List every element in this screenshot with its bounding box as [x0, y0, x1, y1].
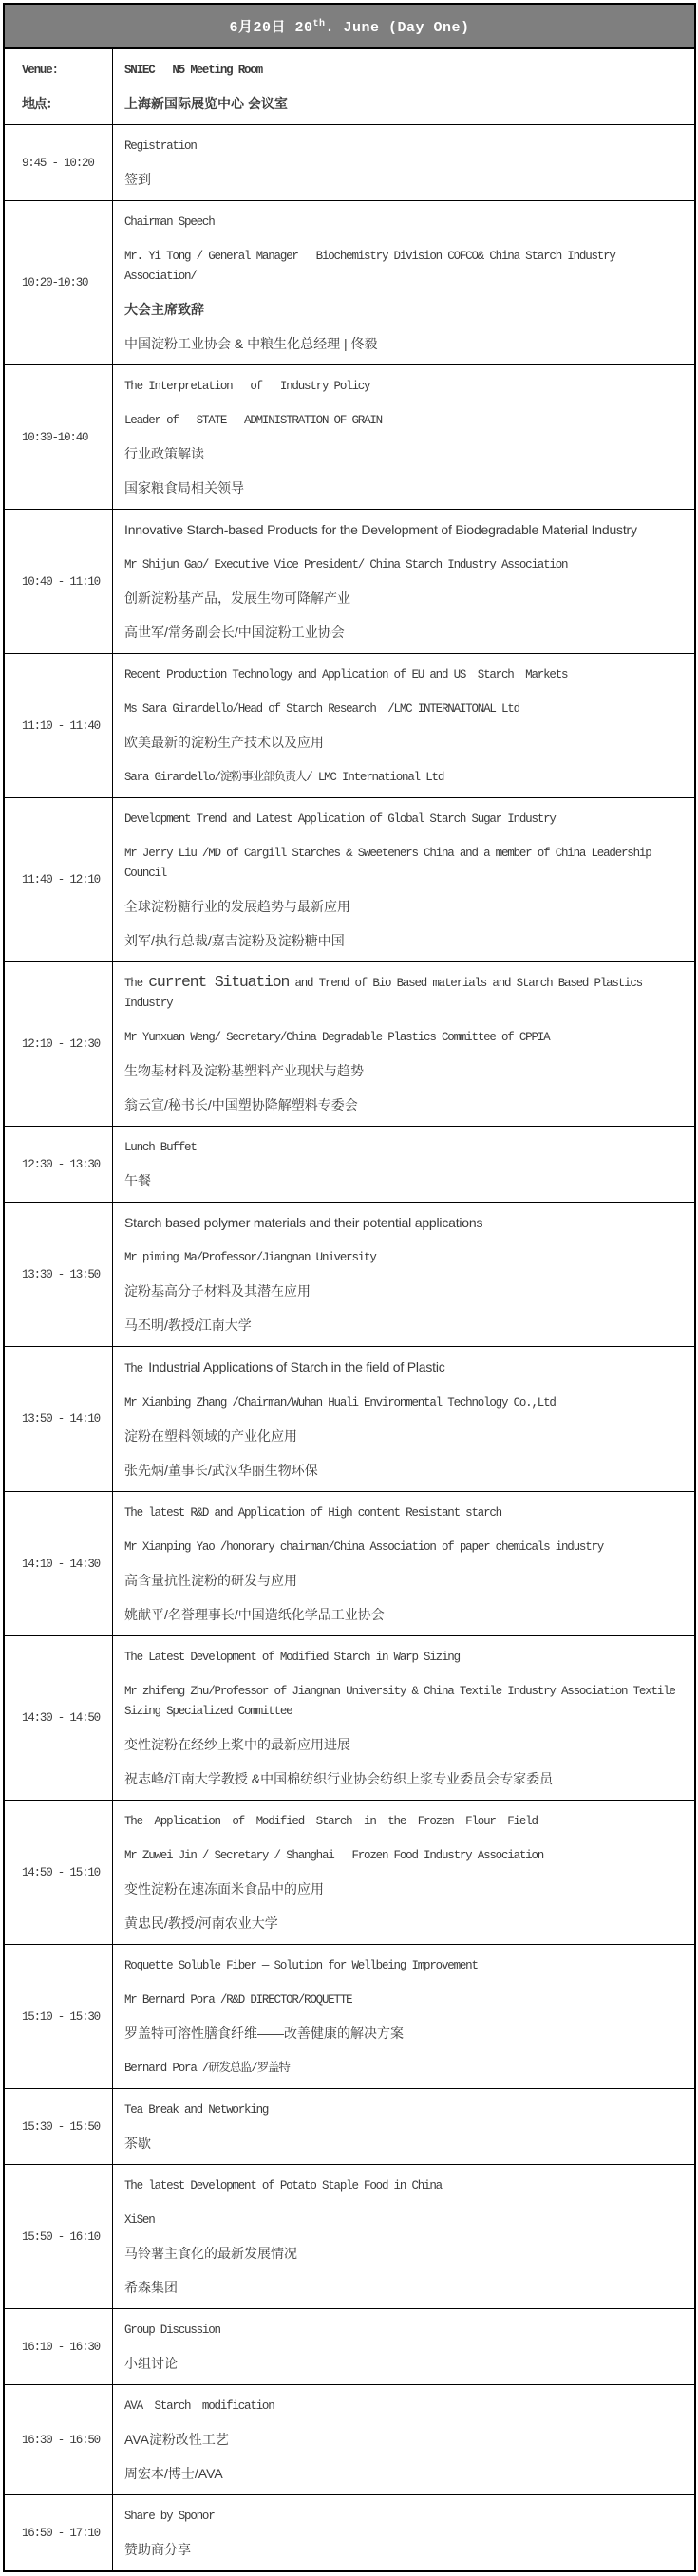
- text-segment: The Application of Modified Starch in the Frozen Flour Field: [124, 1815, 538, 1828]
- text-segment: 变性淀粉在经纱上浆中的最新应用进展: [124, 1737, 350, 1752]
- text-segment: Innovative Starch-based Products for the Development of Biodegradable Material Industry: [124, 522, 637, 537]
- time-cell: [5, 1347, 113, 1491]
- session-line: [124, 2464, 685, 2484]
- text-segment: Tea Break and Networking: [124, 2103, 269, 2117]
- session-cell: [113, 654, 694, 797]
- session-cell: [113, 1127, 694, 1202]
- text-segment: The latest Development of Potato Staple Food in China: [124, 2179, 442, 2193]
- session-line: [124, 2024, 685, 2044]
- session-line: [124, 246, 685, 286]
- text-segment: Mr Shijun Gao/ Executive Vice President/ China Starch Industry Association: [124, 558, 568, 571]
- text-segment: Chairman Speech: [124, 215, 215, 229]
- text-segment: 赞助商分享: [124, 2542, 191, 2557]
- session-cell: [113, 2495, 694, 2570]
- session-line: [124, 2244, 685, 2264]
- time-label: 13:50 - 14:10: [22, 1412, 100, 1426]
- venue-label-en: [22, 61, 58, 80]
- time-cell: [5, 365, 113, 509]
- session-line: [124, 410, 685, 430]
- session-line: [124, 1955, 685, 1975]
- text-segment: 周宏本/博士/AVA: [124, 2466, 223, 2481]
- time-cell: [5, 2309, 113, 2384]
- time-label: 12:30 - 13:30: [22, 1157, 100, 1171]
- time-label: 11:10 - 11:40: [22, 719, 100, 733]
- text-segment: Mr Xianbing Zhang /Chairman/Wuhan Huali Environmental Technology Co.,Ltd: [124, 1396, 556, 1409]
- time-label: 10:20-10:30: [22, 276, 88, 289]
- schedule-row: [5, 2165, 694, 2309]
- schedule-row: [5, 2309, 694, 2385]
- text-segment: Sara Girardello/淀粉事业部负责人/ LMC International Ltd: [124, 771, 444, 784]
- session-line: [124, 1461, 685, 1481]
- text-segment: 刘军/执行总裁/嘉吉淀粉及淀粉糖中国: [124, 933, 345, 948]
- text-segment: 行业政策解读: [124, 446, 204, 461]
- session-line: [124, 767, 685, 787]
- session-line: [124, 1605, 685, 1625]
- text-segment: 黄忠民/教授/河南农业大学: [124, 1915, 278, 1931]
- session-line: [124, 212, 685, 232]
- text-segment: Roquette Soluble Fiber — Solution for Wellbeing Improvement: [124, 1959, 478, 1972]
- text-segment: Mr Bernard Pora /R&D DIRECTOR/ROQUETTE: [124, 1993, 352, 2007]
- text-segment: Share by Sponor: [124, 2510, 215, 2523]
- text-segment: 国家粮食局相关领导: [124, 480, 244, 495]
- session-line: [124, 588, 685, 608]
- schedule-rows: [5, 125, 694, 2570]
- session-line: [124, 1316, 685, 1335]
- schedule-row: [5, 2385, 694, 2495]
- conference-agenda-table: [3, 3, 696, 2572]
- session-line: [124, 809, 685, 829]
- text-segment: Mr Zuwei Jin / Secretary / Shanghai Frozen Food Industry Association: [124, 1849, 544, 1862]
- venue-label-cell: [5, 49, 113, 124]
- venue-label-zh-text: 地点：: [22, 96, 59, 111]
- session-line: [124, 2320, 685, 2340]
- session-line: [124, 1357, 685, 1378]
- text-segment: current Situation: [148, 973, 290, 991]
- session-line: [124, 843, 685, 883]
- text-segment: The Latest Development of Modified Starch in Warp Sizing: [124, 1651, 460, 1664]
- text-segment: 生物基材料及淀粉基塑料产业现状与趋势: [124, 1063, 364, 1078]
- session-line: [124, 664, 685, 684]
- time-cell: [5, 962, 113, 1126]
- text-segment: Leader of STATE ADMINISTRATION OF GRAIN: [124, 414, 382, 427]
- text-segment: Industrial Applications of Starch in the field of Plastic: [148, 1359, 445, 1374]
- schedule-row: [5, 510, 694, 654]
- session-cell: [113, 510, 694, 653]
- day-title: [229, 16, 469, 36]
- text-segment: Mr Xianping Yao /honorary chairman/China Association of paper chemicals industry: [124, 1540, 604, 1554]
- session-cell: [113, 2089, 694, 2164]
- text-segment: XiSen: [124, 2213, 155, 2227]
- session-line: [124, 520, 685, 540]
- session-line: [124, 136, 685, 156]
- session-line: [124, 1647, 685, 1667]
- session-line: [124, 1845, 685, 1865]
- time-label: 11:40 - 12:10: [22, 873, 100, 887]
- session-line: [124, 1137, 685, 1157]
- text-segment: and Trend of Bio Based materials and Starch Based Plastics Industry: [124, 977, 649, 1010]
- session-line: [124, 1095, 685, 1115]
- session-line: [124, 2430, 685, 2450]
- time-cell: [5, 2495, 113, 2570]
- session-line: [124, 444, 685, 464]
- text-segment: 中国淀粉工业协会 & 中粮生化总经理 | 佟毅: [124, 336, 378, 351]
- session-cell: [113, 2385, 694, 2494]
- session-cell: [113, 1347, 694, 1491]
- time-cell: [5, 1801, 113, 1944]
- session-line: [124, 2396, 685, 2416]
- time-cell: [5, 1492, 113, 1635]
- time-label: 9:45 - 10:20: [22, 156, 94, 170]
- time-cell: [5, 654, 113, 797]
- text-segment: The Interpretation of Industry Policy: [124, 380, 370, 393]
- time-label: 10:30-10:40: [22, 430, 88, 444]
- text-segment: 全球淀粉糖行业的发展趋势与最新应用: [124, 899, 350, 914]
- text-segment: The: [124, 1362, 149, 1375]
- session-line: [124, 2278, 685, 2298]
- text-segment: 高含量抗性淀粉的研发与应用: [124, 1573, 297, 1588]
- text-segment: Registration: [124, 140, 197, 153]
- session-line: [124, 1027, 685, 1047]
- schedule-row: [5, 1127, 694, 1203]
- time-cell: [5, 1945, 113, 2088]
- text-segment: Mr piming Ma/Professor/Jiangnan University: [124, 1251, 376, 1264]
- text-segment: Recent Production Technology and Application of EU and US Starch Markets: [124, 668, 568, 681]
- schedule-row: [5, 365, 694, 510]
- session-line: [124, 1811, 685, 1831]
- time-label: 14:30 - 14:50: [22, 1711, 100, 1725]
- text-segment: Mr Jerry Liu /MD of Cargill Starches & Sweeteners China and a member of China Leadership Council: [124, 847, 657, 880]
- session-line: [124, 897, 685, 917]
- session-line: [124, 1537, 685, 1557]
- session-line: [124, 2058, 685, 2078]
- time-label: 15:50 - 16:10: [22, 2230, 100, 2244]
- text-segment: 张先炳/董事长/武汉华丽生物环保: [124, 1463, 318, 1478]
- venue-value-en: [124, 60, 685, 80]
- text-segment: 希森集团: [124, 2280, 178, 2295]
- session-line: [124, 554, 685, 574]
- schedule-row: [5, 2495, 694, 2570]
- time-label: 12:10 - 12:30: [22, 1037, 100, 1051]
- session-line: [124, 973, 685, 1013]
- text-segment: Mr zhifeng Zhu/Professor of Jiangnan University & China Textile Industry Association Textile Sizing Specialized Committee: [124, 1685, 682, 1718]
- text-segment: 马丕明/教授/江南大学: [124, 1317, 252, 1333]
- schedule-row: [5, 1492, 694, 1636]
- session-line: [124, 1247, 685, 1267]
- session-line: [124, 1879, 685, 1899]
- venue-label-en-text: Venue:: [22, 64, 58, 77]
- text-segment: 高世军/常务副会长/中国淀粉工业协会: [124, 625, 345, 640]
- session-cell: [113, 798, 694, 961]
- time-label: 15:10 - 15:30: [22, 2009, 100, 2024]
- text-segment: 茶歇: [124, 2136, 151, 2151]
- session-line: [124, 2134, 685, 2154]
- session-line: [124, 2506, 685, 2526]
- session-cell: [113, 2309, 694, 2384]
- session-line: [124, 334, 685, 354]
- schedule-row: [5, 962, 694, 1127]
- text-segment: 创新淀粉基产品，发展生物可降解产业: [124, 590, 350, 606]
- session-line: [124, 376, 685, 396]
- text-segment: 翁云宣/秘书长/中国塑协降解塑料专委会: [124, 1097, 358, 1112]
- schedule-row: [5, 1203, 694, 1347]
- text-segment: The: [124, 977, 149, 990]
- text-segment: Mr. Yi Tong / General Manager Biochemistry Division COFCO& China Starch Industry Association/: [124, 250, 622, 283]
- session-cell: [113, 125, 694, 200]
- day-title-prefix: 6月20日 20: [229, 19, 313, 36]
- session-cell: [113, 962, 694, 1126]
- session-line: [124, 2100, 685, 2119]
- session-line: [124, 733, 685, 753]
- session-line: [124, 170, 685, 190]
- schedule-row: [5, 1801, 694, 1945]
- day-title-superscript: th: [312, 18, 326, 29]
- session-line: [124, 1571, 685, 1591]
- session-cell: [113, 1636, 694, 1800]
- schedule-row: [5, 654, 694, 798]
- text-segment: 祝志峰/江南大学教授 &中国棉纺织行业协会纺织上浆专业委员会专家委员: [124, 1771, 554, 1786]
- time-cell: [5, 1203, 113, 1346]
- venue-value-en-text: SNIEC N5 Meeting Room: [124, 64, 262, 77]
- text-segment: Group Discussion: [124, 2324, 220, 2337]
- time-cell: [5, 125, 113, 200]
- text-segment: 大会主席致辞: [124, 302, 204, 317]
- session-line: [124, 1281, 685, 1301]
- session-cell: [113, 1492, 694, 1635]
- session-line: [124, 2354, 685, 2374]
- time-label: 16:50 - 17:10: [22, 2526, 100, 2540]
- schedule-row: [5, 125, 694, 201]
- day-header: [5, 5, 694, 49]
- time-cell: [5, 510, 113, 653]
- text-segment: Lunch Buffet: [124, 1141, 197, 1154]
- schedule-row: [5, 2089, 694, 2165]
- text-segment: Ms Sara Girardello/Head of Starch Research /LMC INTERNAITONAL Ltd: [124, 702, 519, 716]
- session-line: [124, 1769, 685, 1789]
- text-segment: 姚献平/名誉理事长/中国造纸化学品工业协会: [124, 1607, 385, 1622]
- session-line: [124, 300, 685, 320]
- text-segment: 欧美最新的淀粉生产技术以及应用: [124, 735, 324, 750]
- text-segment: Bernard Pora /研发总监/罗盖特: [124, 2062, 290, 2075]
- text-segment: 罗盖特可溶性膳食纤维——改善健康的解决方案: [124, 2025, 404, 2041]
- text-segment: Starch based polymer materials and their potential applications: [124, 1215, 483, 1230]
- text-segment: AVA淀粉改性工艺: [124, 2432, 229, 2447]
- session-cell: [113, 1203, 694, 1346]
- session-line: [124, 1989, 685, 2009]
- text-segment: Mr Yunxuan Weng/ Secretary/China Degradable Plastics Committee of CPPIA: [124, 1031, 550, 1044]
- time-cell: [5, 2165, 113, 2308]
- session-line: [124, 1503, 685, 1522]
- session-line: [124, 1427, 685, 1447]
- schedule-row: [5, 1636, 694, 1801]
- day-title-suffix: . June (Day One): [325, 19, 470, 36]
- schedule-row: [5, 201, 694, 365]
- session-line: [124, 623, 685, 643]
- session-cell: [113, 2165, 694, 2308]
- session-line: [124, 1735, 685, 1755]
- time-cell: [5, 1636, 113, 1800]
- venue-value-zh: [124, 94, 685, 114]
- time-cell: [5, 2385, 113, 2494]
- session-cell: [113, 1801, 694, 1944]
- venue-row: [5, 49, 694, 125]
- time-label: 16:10 - 16:30: [22, 2340, 100, 2354]
- text-segment: 变性淀粉在速冻面米食品中的应用: [124, 1881, 324, 1896]
- time-cell: [5, 1127, 113, 1202]
- session-line: [124, 1913, 685, 1933]
- time-cell: [5, 798, 113, 961]
- venue-value-cell: [113, 49, 694, 124]
- session-line: [124, 931, 685, 951]
- text-segment: The latest R&D and Application of High content Resistant starch: [124, 1506, 501, 1520]
- time-cell: [5, 201, 113, 364]
- time-label: 15:30 - 15:50: [22, 2119, 100, 2134]
- time-label: 13:30 - 13:50: [22, 1267, 100, 1281]
- text-segment: 淀粉在塑料领域的产业化应用: [124, 1428, 297, 1444]
- session-line: [124, 2540, 685, 2560]
- time-label: 10:40 - 11:10: [22, 574, 100, 588]
- schedule-row: [5, 798, 694, 962]
- session-line: [124, 1392, 685, 1412]
- session-line: [124, 2175, 685, 2195]
- text-segment: 淀粉基高分子材料及其潜在应用: [124, 1283, 311, 1298]
- session-cell: [113, 365, 694, 509]
- session-line: [124, 1213, 685, 1233]
- schedule-row: [5, 1347, 694, 1492]
- session-line: [124, 1681, 685, 1721]
- session-line: [124, 1171, 685, 1191]
- time-label: 14:50 - 15:10: [22, 1865, 100, 1879]
- text-segment: 马铃薯主食化的最新发展情况: [124, 2246, 297, 2261]
- session-line: [124, 1061, 685, 1081]
- time-cell: [5, 2089, 113, 2164]
- venue-label-zh: [22, 94, 58, 115]
- session-line: [124, 2210, 685, 2230]
- session-cell: [113, 1945, 694, 2088]
- session-line: [124, 478, 685, 498]
- time-label: 16:30 - 16:50: [22, 2433, 100, 2447]
- session-cell: [113, 201, 694, 364]
- venue-value-zh-text: 上海新国际展览中心 会议室: [124, 96, 288, 111]
- schedule-row: [5, 1945, 694, 2089]
- text-segment: 小组讨论: [124, 2356, 178, 2371]
- text-segment: 签到: [124, 172, 151, 187]
- text-segment: 午餐: [124, 1173, 151, 1188]
- session-line: [124, 699, 685, 719]
- text-segment: AVA Starch modification: [124, 2399, 274, 2413]
- text-segment: Development Trend and Latest Application of Global Starch Sugar Industry: [124, 812, 556, 826]
- time-label: 14:10 - 14:30: [22, 1557, 100, 1571]
